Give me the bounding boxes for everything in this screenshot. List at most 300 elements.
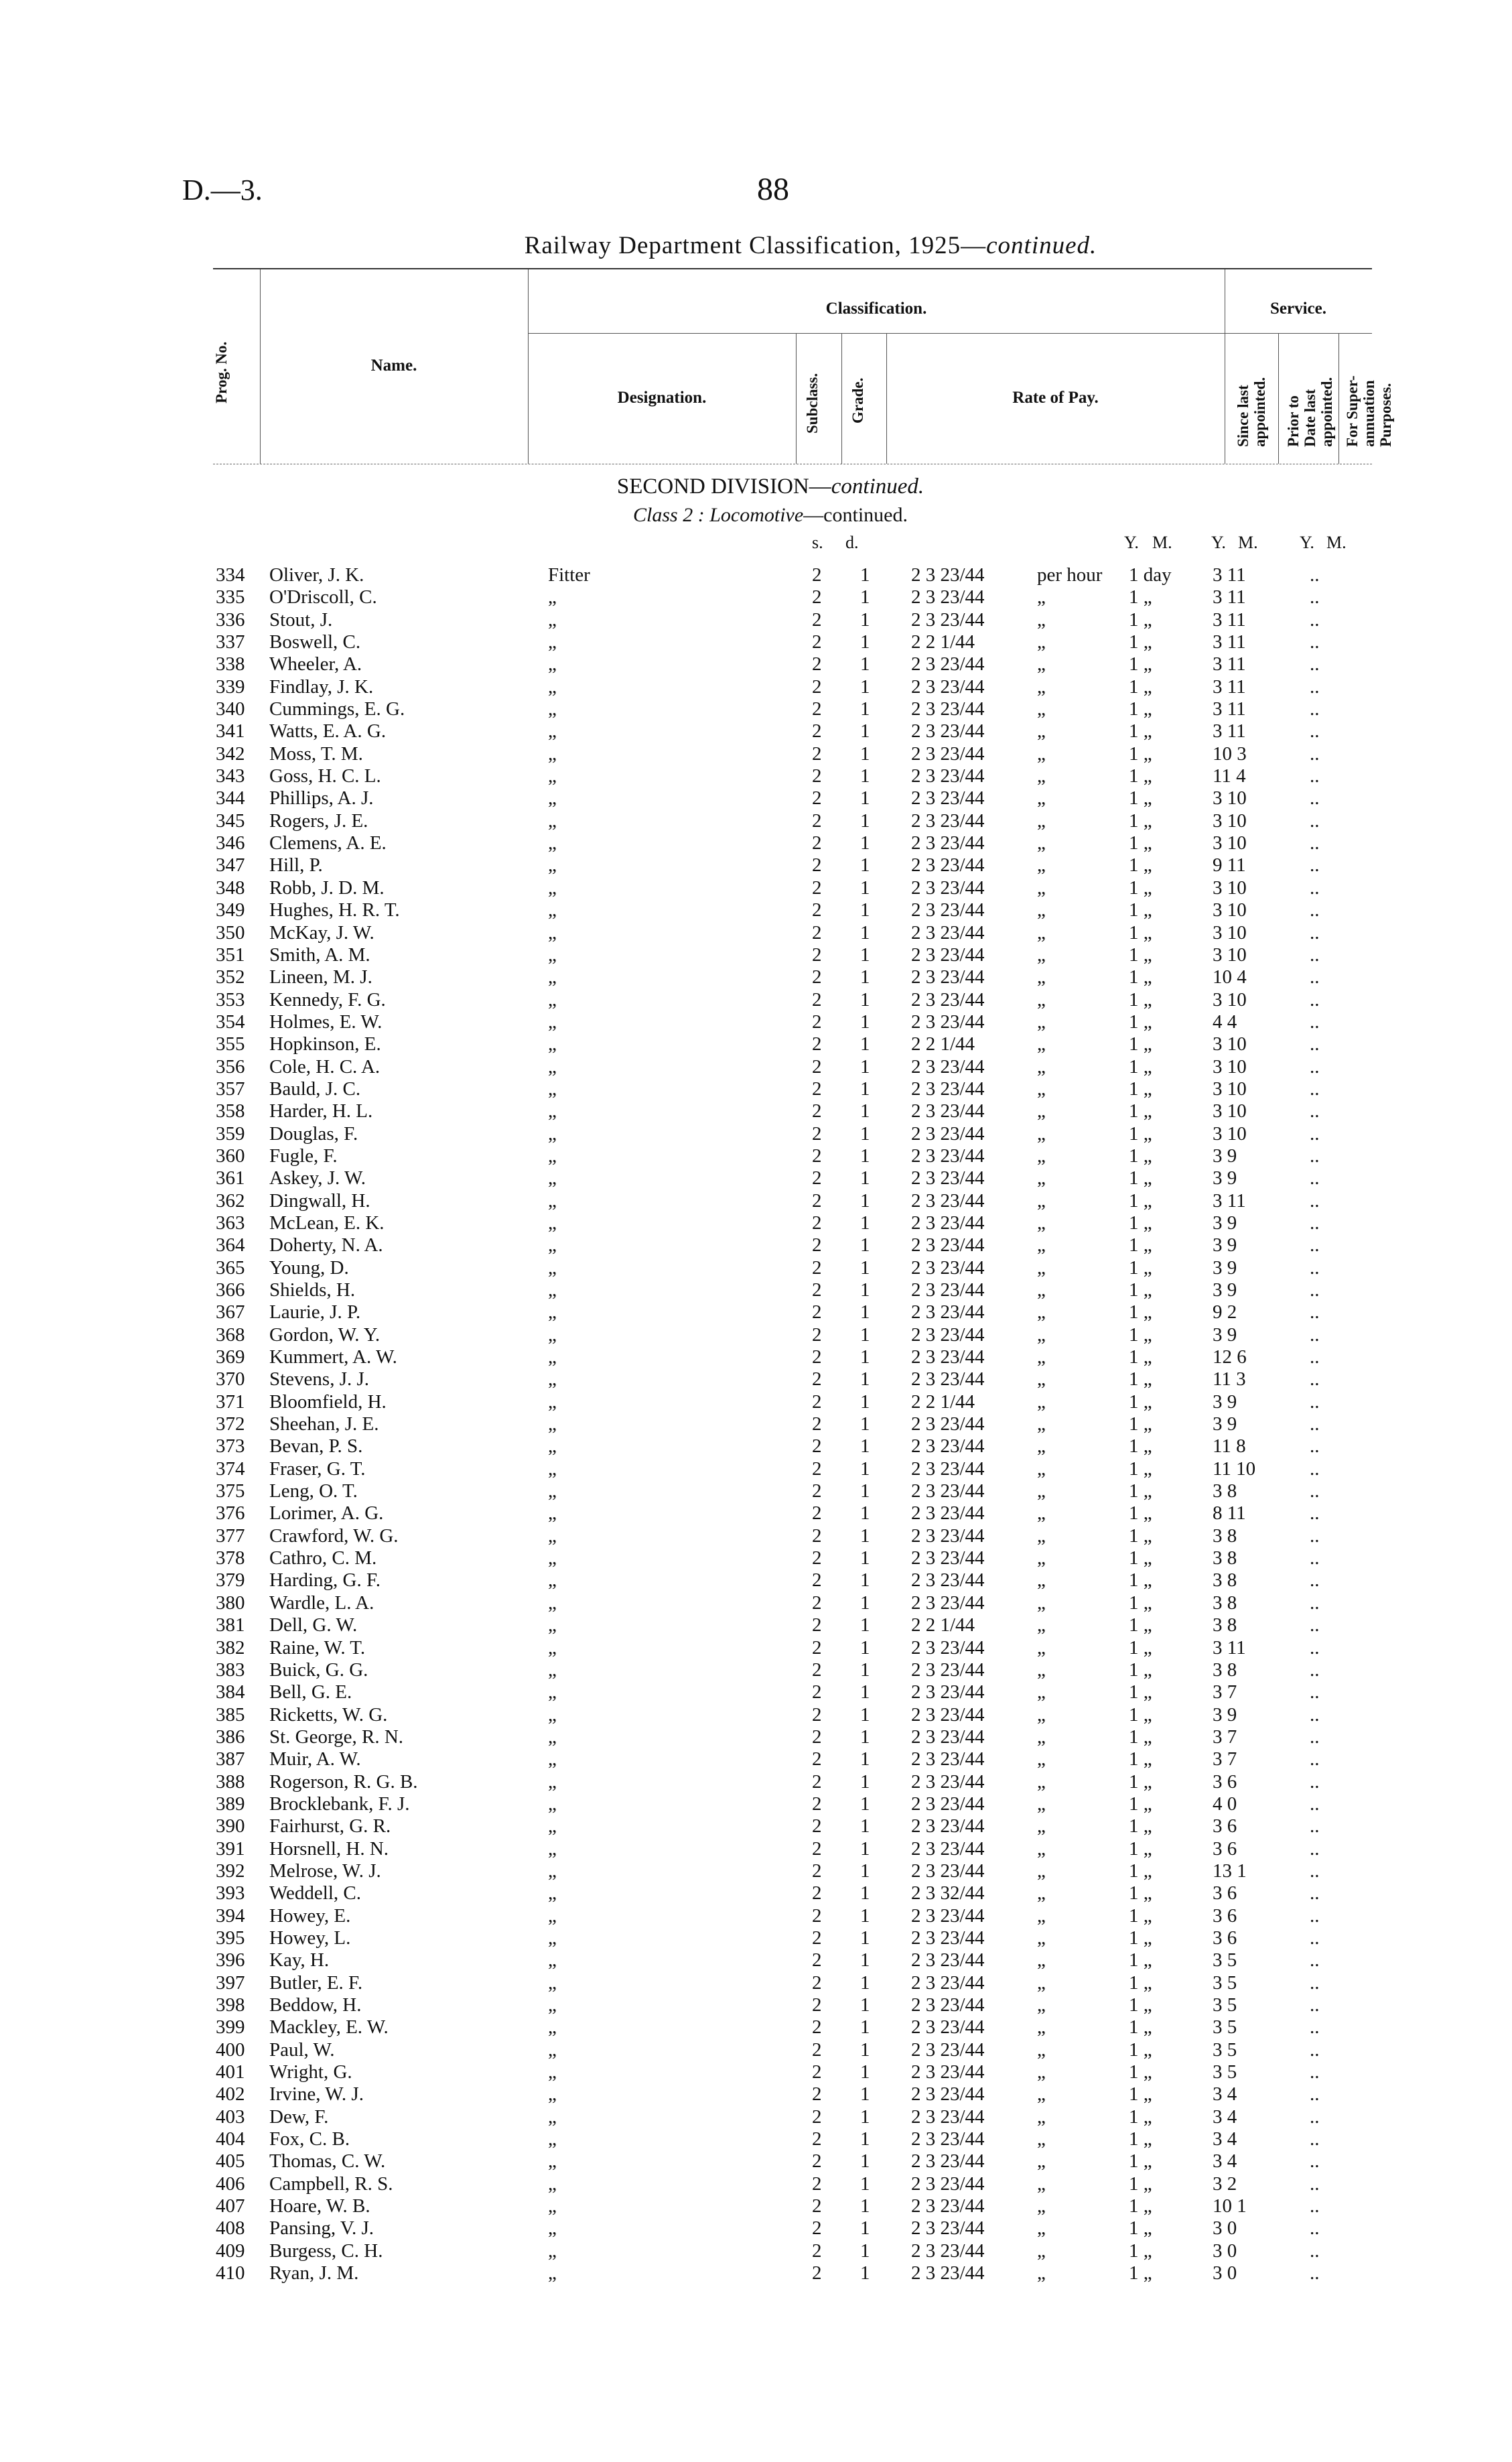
cell-prior-to-date: 4 4 (1213, 1011, 1237, 1033)
header-divider (796, 333, 797, 464)
cell-since-last-appointed: 1 „ (1129, 1100, 1152, 1122)
cell-prior-to-date: 3 11 (1213, 1636, 1246, 1659)
cell-designation: „ (548, 2262, 557, 2284)
cell-prior-to-date: 4 0 (1213, 1793, 1237, 1815)
cell-subclass: 2 (812, 2038, 822, 2061)
cell-rate-of-pay: 2 3 23/44 (911, 1592, 985, 1614)
cell-prog-no: 371 (216, 1390, 245, 1413)
cell-superannuation: .. (1310, 1212, 1320, 1234)
cell-prog-no: 394 (216, 1904, 245, 1927)
cell-since-last-appointed: 1 „ (1129, 1703, 1152, 1726)
cell-since-last-appointed: 1 „ (1129, 765, 1152, 787)
cell-subclass: 2 (812, 1100, 822, 1122)
cell-rate-of-pay: 2 3 23/44 (911, 1279, 985, 1301)
cell-since-last-appointed: 1 „ (1129, 1547, 1152, 1569)
cell-grade: 1 (860, 899, 870, 921)
cell-rate-unit: „ (1037, 1413, 1046, 1435)
table-row (0, 1502, 1512, 1525)
cell-grade: 1 (860, 1323, 870, 1346)
cell-subclass: 2 (812, 1189, 822, 1212)
cell-since-last-appointed: 1 „ (1129, 720, 1152, 742)
cell-since-last-appointed: 1 „ (1129, 1815, 1152, 1837)
cell-designation: „ (548, 2061, 557, 2083)
cell-grade: 1 (860, 2217, 870, 2240)
table-row (0, 653, 1512, 675)
cell-prog-no: 377 (216, 1525, 245, 1547)
cell-subclass: 2 (812, 944, 822, 966)
cell-rate-of-pay: 2 3 23/44 (911, 832, 985, 854)
cell-rate-of-pay: 2 3 23/44 (911, 1659, 985, 1681)
cell-since-last-appointed: 1 „ (1129, 2217, 1152, 2240)
cell-prog-no: 352 (216, 966, 245, 988)
cell-grade: 1 (860, 765, 870, 787)
cell-since-last-appointed: 1 „ (1129, 1435, 1152, 1457)
cell-prior-to-date: 3 6 (1213, 1882, 1237, 1904)
cell-name: Fugle, F. (269, 1145, 338, 1167)
cell-designation: „ (548, 1748, 557, 1770)
cell-since-last-appointed: 1 „ (1129, 1055, 1152, 1078)
table-row (0, 1972, 1512, 1994)
cell-superannuation: .. (1310, 1927, 1320, 1949)
cell-subclass: 2 (812, 899, 822, 921)
cell-name: Hill, P. (269, 854, 323, 877)
cell-designation: „ (548, 809, 557, 832)
cell-rate-unit: „ (1037, 2217, 1046, 2240)
cell-grade: 1 (860, 1525, 870, 1547)
cell-designation: „ (548, 742, 557, 765)
cell-superannuation: .. (1310, 1145, 1320, 1167)
table-row (0, 1704, 1512, 1726)
cell-rate-unit: „ (1037, 1592, 1046, 1614)
table-row (0, 2061, 1512, 2083)
cell-designation: „ (548, 1703, 557, 1726)
cell-since-last-appointed: 1 „ (1129, 1145, 1152, 1167)
table-row (0, 877, 1512, 899)
cell-rate-unit: „ (1037, 1055, 1046, 1078)
cell-prior-to-date: 3 10 (1213, 921, 1247, 944)
cell-prog-no: 359 (216, 1122, 245, 1145)
cell-grade: 1 (860, 877, 870, 899)
cell-rate-of-pay: 2 3 23/44 (911, 1435, 985, 1457)
cell-subclass: 2 (812, 1994, 822, 2016)
cell-rate-unit: „ (1037, 1882, 1046, 1904)
cell-rate-unit: „ (1037, 1904, 1046, 1927)
cell-name: St. George, R. N. (269, 1726, 404, 1748)
cell-rate-of-pay: 2 3 23/44 (911, 2016, 985, 2038)
cell-grade: 1 (860, 1189, 870, 1212)
cell-prior-to-date: 3 4 (1213, 2128, 1237, 2150)
cell-superannuation: .. (1310, 1167, 1320, 1189)
cell-prog-no: 362 (216, 1189, 245, 1212)
table-row (0, 1569, 1512, 1592)
cell-name: Oliver, J. K. (269, 564, 364, 586)
cell-superannuation: .. (1310, 1569, 1320, 1592)
cell-since-last-appointed: 1 „ (1129, 1346, 1152, 1368)
cell-since-last-appointed: 1 day (1129, 564, 1172, 586)
cell-designation: „ (548, 1525, 557, 1547)
table-row (0, 810, 1512, 832)
cell-grade: 1 (860, 720, 870, 742)
header-prior: Prior to Date last appointed. (1285, 377, 1335, 447)
cell-prog-no: 410 (216, 2262, 245, 2284)
cell-grade: 1 (860, 2105, 870, 2128)
cell-since-last-appointed: 1 „ (1129, 921, 1152, 944)
header-rate: Rate of Pay. (1012, 389, 1099, 407)
cell-since-last-appointed: 1 „ (1129, 2061, 1152, 2083)
cell-prog-no: 335 (216, 586, 245, 608)
cell-name: Kay, H. (269, 1949, 330, 1971)
cell-prior-to-date: 3 11 (1213, 586, 1246, 608)
cell-name: Muir, A. W. (269, 1748, 361, 1770)
cell-name: Bevan, P. S. (269, 1435, 363, 1457)
cell-superannuation: .. (1310, 2016, 1320, 2038)
header-grade: Grade. (849, 377, 866, 424)
cell-prog-no: 406 (216, 2173, 245, 2195)
cell-since-last-appointed: 1 „ (1129, 1390, 1152, 1413)
cell-prog-no: 396 (216, 1949, 245, 1971)
cell-grade: 1 (860, 1703, 870, 1726)
cell-prior-to-date: 3 8 (1213, 1569, 1237, 1592)
cell-name: Beddow, H. (269, 1994, 362, 2016)
cell-designation: „ (548, 586, 557, 608)
cell-designation: „ (548, 675, 557, 698)
cell-name: Paul, W. (269, 2038, 335, 2061)
cell-subclass: 2 (812, 1145, 822, 1167)
cell-prog-no: 401 (216, 2061, 245, 2083)
cell-rate-of-pay: 2 2 1/44 (911, 631, 975, 653)
cell-prog-no: 339 (216, 675, 245, 698)
cell-subclass: 2 (812, 1390, 822, 1413)
cell-rate-of-pay: 2 3 23/44 (911, 921, 985, 944)
cell-rate-unit: „ (1037, 944, 1046, 966)
table-row (0, 2195, 1512, 2217)
cell-designation: „ (548, 1502, 557, 1525)
cell-rate-of-pay: 2 3 23/44 (911, 2173, 985, 2195)
cell-since-last-appointed: 1 „ (1129, 608, 1152, 631)
cell-subclass: 2 (812, 1592, 822, 1614)
cell-since-last-appointed: 1 „ (1129, 2195, 1152, 2217)
table-row (0, 1167, 1512, 1189)
cell-subclass: 2 (812, 1525, 822, 1547)
cell-designation: „ (548, 608, 557, 631)
cell-prog-no: 353 (216, 988, 245, 1011)
cell-since-last-appointed: 1 „ (1129, 1256, 1152, 1279)
cell-prog-no: 344 (216, 787, 245, 809)
cell-designation: „ (548, 1122, 557, 1145)
cell-name: Howey, L. (269, 1927, 351, 1949)
cell-rate-of-pay: 2 3 23/44 (911, 1122, 985, 1145)
cell-superannuation: .. (1310, 1480, 1320, 1502)
cell-rate-unit: per hour (1037, 564, 1103, 586)
cell-name: Wardle, L. A. (269, 1592, 374, 1614)
cell-superannuation: .. (1310, 1681, 1320, 1703)
cell-subclass: 2 (812, 809, 822, 832)
cell-rate-of-pay: 2 3 23/44 (911, 720, 985, 742)
table-row (0, 1033, 1512, 1055)
cell-prog-no: 345 (216, 809, 245, 832)
cell-prog-no: 405 (216, 2150, 245, 2173)
cell-superannuation: .. (1310, 2262, 1320, 2284)
cell-name: Kennedy, F. G. (269, 988, 386, 1011)
cell-rate-of-pay: 2 3 23/44 (911, 899, 985, 921)
cell-rate-unit: „ (1037, 1100, 1046, 1122)
cell-prior-to-date: 3 10 (1213, 1055, 1247, 1078)
cell-rate-unit: „ (1037, 742, 1046, 765)
header-divider (1338, 333, 1339, 464)
cell-name: Rogers, J. E. (269, 809, 368, 832)
cell-subclass: 2 (812, 1078, 822, 1100)
cell-subclass: 2 (812, 765, 822, 787)
cell-rate-unit: „ (1037, 1703, 1046, 1726)
cell-superannuation: .. (1310, 1323, 1320, 1346)
cell-subclass: 2 (812, 2173, 822, 2195)
cell-name: Findlay, J. K. (269, 675, 374, 698)
cell-superannuation: .. (1310, 1815, 1320, 1837)
page-title (375, 231, 1246, 260)
cell-designation: „ (548, 2105, 557, 2128)
cell-subclass: 2 (812, 1234, 822, 1256)
cell-since-last-appointed: 1 „ (1129, 1413, 1152, 1435)
cell-name: McKay, J. W. (269, 921, 374, 944)
cell-grade: 1 (860, 1748, 870, 1770)
cell-prior-to-date: 3 7 (1213, 1748, 1237, 1770)
cell-rate-of-pay: 2 3 23/44 (911, 1502, 985, 1525)
cell-rate-of-pay: 2 3 23/44 (911, 1011, 985, 1033)
class-continued: —continued. (803, 504, 908, 526)
cell-rate-unit: „ (1037, 787, 1046, 809)
cell-designation: „ (548, 1279, 557, 1301)
cell-designation: „ (548, 1971, 557, 1994)
cell-designation: „ (548, 2038, 557, 2061)
cell-rate-of-pay: 2 3 23/44 (911, 765, 985, 787)
cell-rate-of-pay: 2 3 23/44 (911, 1189, 985, 1212)
cell-grade: 1 (860, 2061, 870, 2083)
cell-since-last-appointed: 1 „ (1129, 1078, 1152, 1100)
cell-grade: 1 (860, 2262, 870, 2284)
cell-name: Brocklebank, F. J. (269, 1793, 410, 1815)
table-row (0, 1301, 1512, 1323)
cell-subclass: 2 (812, 2105, 822, 2128)
cell-grade: 1 (860, 1547, 870, 1569)
cell-grade: 1 (860, 921, 870, 944)
cell-grade: 1 (860, 2173, 870, 2195)
cell-superannuation: .. (1310, 2240, 1320, 2262)
cell-rate-of-pay: 2 3 23/44 (911, 586, 985, 608)
cell-grade: 1 (860, 1502, 870, 1525)
cell-prior-to-date: 3 8 (1213, 1659, 1237, 1681)
table-row (0, 1726, 1512, 1748)
cell-prior-to-date: 3 9 (1213, 1279, 1237, 1301)
cell-rate-of-pay: 2 3 23/44 (911, 1904, 985, 1927)
cell-name: Horsnell, H. N. (269, 1837, 389, 1860)
cell-prog-no: 358 (216, 1100, 245, 1122)
cell-designation: „ (548, 2195, 557, 2217)
table-row (0, 2240, 1512, 2262)
cell-prog-no: 387 (216, 1748, 245, 1770)
cell-prior-to-date: 3 5 (1213, 1949, 1237, 1971)
cell-superannuation: .. (1310, 1078, 1320, 1100)
cell-since-last-appointed: 1 „ (1129, 854, 1152, 877)
cell-rate-of-pay: 2 3 23/44 (911, 564, 985, 586)
header-subclass: Subclass. (804, 373, 821, 434)
cell-since-last-appointed: 1 „ (1129, 966, 1152, 988)
cell-superannuation: .. (1310, 899, 1320, 921)
cell-grade: 1 (860, 944, 870, 966)
cell-prior-to-date: 10 3 (1213, 742, 1247, 765)
table-row (0, 720, 1512, 742)
table-row (0, 1435, 1512, 1457)
cell-grade: 1 (860, 1681, 870, 1703)
cell-grade: 1 (860, 1614, 870, 1636)
cell-grade: 1 (860, 608, 870, 631)
cell-rate-unit: „ (1037, 2173, 1046, 2195)
cell-superannuation: .. (1310, 720, 1320, 742)
cell-since-last-appointed: 1 „ (1129, 1167, 1152, 1189)
header-designation: Designation. (617, 389, 707, 407)
cell-subclass: 2 (812, 1323, 822, 1346)
cell-designation: „ (548, 1011, 557, 1033)
cell-since-last-appointed: 1 „ (1129, 1636, 1152, 1659)
cell-name: Lineen, M. J. (269, 966, 372, 988)
cell-designation: „ (548, 1413, 557, 1435)
cell-prog-no: 334 (216, 564, 245, 586)
cell-subclass: 2 (812, 1904, 822, 1927)
cell-since-last-appointed: 1 „ (1129, 1770, 1152, 1793)
cell-grade: 1 (860, 1368, 870, 1390)
cell-superannuation: .. (1310, 698, 1320, 720)
cell-rate-of-pay: 2 3 23/44 (911, 2061, 985, 2083)
cell-rate-unit: „ (1037, 2016, 1046, 2038)
table-row (0, 966, 1512, 988)
cell-subclass: 2 (812, 854, 822, 877)
table-row (0, 765, 1512, 787)
cell-designation: „ (548, 1636, 557, 1659)
header-rule (528, 333, 1225, 334)
cell-since-last-appointed: 1 „ (1129, 877, 1152, 899)
cell-prior-to-date: 3 11 (1213, 653, 1246, 675)
cell-prog-no: 392 (216, 1860, 245, 1882)
table-row (0, 1100, 1512, 1122)
cell-since-last-appointed: 1 „ (1129, 809, 1152, 832)
cell-grade: 1 (860, 1122, 870, 1145)
cell-prior-to-date: 3 8 (1213, 1480, 1237, 1502)
cell-prog-no: 341 (216, 720, 245, 742)
cell-prior-to-date: 3 11 (1213, 631, 1246, 653)
cell-prior-to-date: 3 0 (1213, 2217, 1237, 2240)
cell-name: Gordon, W. Y. (269, 1323, 381, 1346)
cell-rate-of-pay: 2 3 23/44 (911, 2083, 985, 2105)
cell-designation: „ (548, 631, 557, 653)
cell-subclass: 2 (812, 2061, 822, 2083)
unit-shillings: s. (812, 533, 823, 552)
cell-superannuation: .. (1310, 1234, 1320, 1256)
cell-prog-no: 375 (216, 1480, 245, 1502)
cell-since-last-appointed: 1 „ (1129, 2173, 1152, 2195)
header-service: Service. (1270, 300, 1326, 318)
cell-since-last-appointed: 1 „ (1129, 1122, 1152, 1145)
cell-rate-unit: „ (1037, 1659, 1046, 1681)
cell-grade: 1 (860, 1279, 870, 1301)
cell-designation: „ (548, 1793, 557, 1815)
cell-rate-unit: „ (1037, 765, 1046, 787)
cell-designation: „ (548, 1681, 557, 1703)
cell-rate-unit: „ (1037, 832, 1046, 854)
cell-subclass: 2 (812, 742, 822, 765)
cell-subclass: 2 (812, 1457, 822, 1480)
cell-subclass: 2 (812, 564, 822, 586)
cell-designation: „ (548, 1256, 557, 1279)
cell-subclass: 2 (812, 1122, 822, 1145)
cell-rate-unit: „ (1037, 1927, 1046, 1949)
cell-grade: 1 (860, 1234, 870, 1256)
cell-prior-to-date: 3 6 (1213, 1815, 1237, 1837)
cell-superannuation: .. (1310, 832, 1320, 854)
cell-rate-unit: „ (1037, 675, 1046, 698)
cell-superannuation: .. (1310, 675, 1320, 698)
unit-since-months: M. (1152, 533, 1172, 552)
cell-designation: „ (548, 899, 557, 921)
page-number: 88 (757, 172, 789, 207)
cell-grade: 1 (860, 1413, 870, 1435)
cell-name: Boswell, C. (269, 631, 361, 653)
cell-superannuation: .. (1310, 1636, 1320, 1659)
cell-prog-no: 407 (216, 2195, 245, 2217)
cell-superannuation: .. (1310, 988, 1320, 1011)
cell-name: Ricketts, W. G. (269, 1703, 388, 1726)
cell-since-last-appointed: 1 „ (1129, 1457, 1152, 1480)
cell-since-last-appointed: 1 „ (1129, 1480, 1152, 1502)
cell-superannuation: .. (1310, 944, 1320, 966)
table-row (0, 2128, 1512, 2150)
cell-prog-no: 378 (216, 1547, 245, 1569)
cell-name: Burgess, C. H. (269, 2240, 383, 2262)
cell-prior-to-date: 13 1 (1213, 1860, 1247, 1882)
table-row (0, 1368, 1512, 1390)
cell-rate-unit: „ (1037, 2061, 1046, 2083)
cell-superannuation: .. (1310, 1457, 1320, 1480)
cell-prior-to-date: 3 9 (1213, 1390, 1237, 1413)
cell-rate-of-pay: 2 3 23/44 (911, 1301, 985, 1323)
cell-superannuation: .. (1310, 1770, 1320, 1793)
cell-name: Dingwall, H. (269, 1189, 370, 1212)
cell-name: Ryan, J. M. (269, 2262, 359, 2284)
table-row (0, 1391, 1512, 1413)
cell-since-last-appointed: 1 „ (1129, 1882, 1152, 1904)
cell-subclass: 2 (812, 1770, 822, 1793)
table-row (0, 1659, 1512, 1681)
cell-designation: „ (548, 877, 557, 899)
cell-name: Thomas, C. W. (269, 2150, 386, 2173)
cell-rate-unit: „ (1037, 1189, 1046, 1212)
cell-rate-unit: „ (1037, 1011, 1046, 1033)
table-row (0, 1123, 1512, 1145)
cell-rate-of-pay: 2 3 23/44 (911, 2262, 985, 2284)
cell-rate-unit: „ (1037, 1033, 1046, 1055)
cell-rate-unit: „ (1037, 1122, 1046, 1145)
cell-rate-of-pay: 2 3 23/44 (911, 988, 985, 1011)
cell-prog-no: 338 (216, 653, 245, 675)
class-prefix: Class 2 : (633, 504, 710, 526)
cell-rate-of-pay: 2 3 23/44 (911, 877, 985, 899)
cell-rate-unit: „ (1037, 1145, 1046, 1167)
cell-designation: „ (548, 720, 557, 742)
cell-since-last-appointed: 1 „ (1129, 1971, 1152, 1994)
cell-grade: 1 (860, 631, 870, 653)
cell-rate-unit: „ (1037, 720, 1046, 742)
cell-grade: 1 (860, 988, 870, 1011)
cell-subclass: 2 (812, 586, 822, 608)
cell-name: Moss, T. M. (269, 742, 363, 765)
